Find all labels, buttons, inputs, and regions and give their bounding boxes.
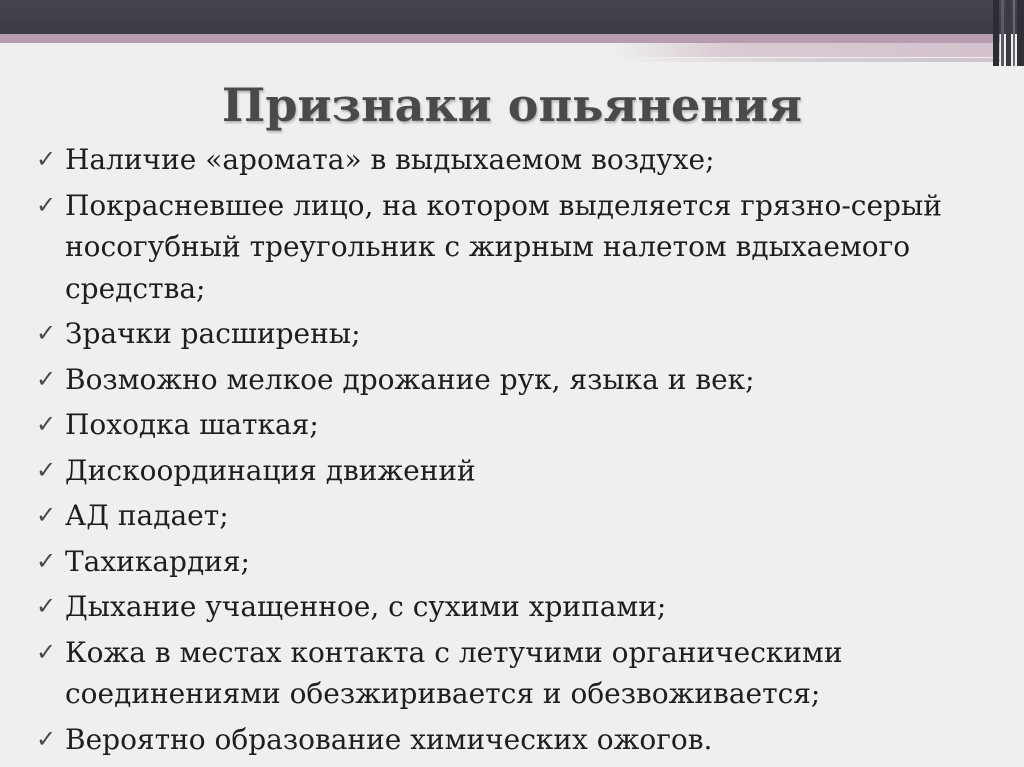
list-item (34, 632, 994, 715)
list-item (34, 404, 994, 446)
list-item (34, 541, 994, 583)
check-mark-icon: ✓ (36, 364, 57, 393)
list-item-text: средства; (65, 271, 206, 305)
header-stripe (1013, 0, 1015, 66)
header-stripe (1006, 0, 1011, 66)
check-mark-icon: ✓ (36, 637, 57, 666)
list-item-text: Наличие «аромата» в выдыхаемом воздухе; (65, 143, 715, 176)
list-item-text: Кожа в местах контакта с летучими органическими (65, 635, 843, 669)
bullet-list (34, 139, 994, 764)
list-item-text: Дыхание учащенное, с сухими хрипами; (65, 590, 667, 623)
list-item-text: Дискоординация движений (65, 453, 476, 487)
check-mark-icon: ✓ (36, 455, 57, 484)
check-mark-icon: ✓ (36, 319, 57, 347)
accent-band (0, 34, 1000, 43)
list-item (34, 586, 994, 628)
list-item (34, 139, 994, 181)
check-mark-icon: ✓ (36, 410, 57, 438)
list-item-text: Вероятно образование химических ожогов. (65, 722, 713, 756)
header-stripe (1017, 0, 1024, 66)
check-mark-icon: ✓ (36, 501, 57, 529)
list-item-text: Покрасневшее лицо, на котором выделяется грязно-серый (65, 188, 942, 222)
list-item (34, 495, 994, 537)
list-item (34, 450, 994, 492)
header-band (0, 0, 1024, 34)
list-item-text: Зрачки расширены; (65, 317, 361, 350)
check-mark-icon: ✓ (36, 546, 57, 575)
accent-line (610, 58, 1000, 62)
list-item (34, 185, 994, 310)
check-mark-icon: ✓ (36, 724, 57, 753)
header-stripe (1001, 0, 1004, 66)
accent-band-fade (610, 43, 1000, 57)
list-item (34, 719, 994, 761)
list-item-text: носогубный треугольник с жирным налетом вдыхаемого (65, 230, 911, 263)
list-item-text: Походка шаткая; (65, 408, 319, 441)
list-item-text: соединениями обезжиривается и обезвоживается; (65, 677, 821, 710)
check-mark-icon: ✓ (36, 190, 57, 219)
list-item-text: АД падает; (65, 499, 229, 532)
list-item-text: Возможно мелкое дрожание рук, языка и век; (65, 362, 755, 396)
check-mark-icon: ✓ (36, 145, 57, 173)
list-item (34, 359, 994, 401)
check-mark-icon: ✓ (36, 592, 57, 620)
list-item (34, 313, 994, 355)
header-stripe (993, 0, 999, 66)
list-item-text: Тахикардия; (65, 544, 250, 578)
slide-title: Признаки опьянения (221, 78, 803, 132)
